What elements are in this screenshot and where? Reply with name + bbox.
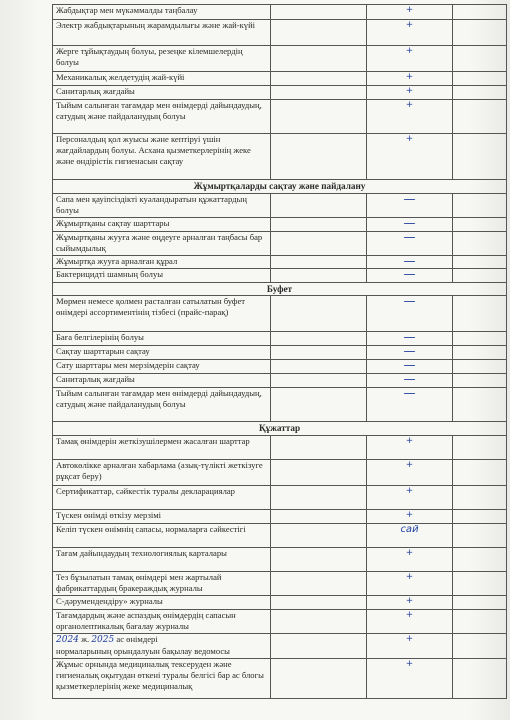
dash-mark: — bbox=[367, 256, 453, 269]
requirement-label: Сақтау шарттарын сақтау bbox=[53, 346, 271, 360]
empty-cell bbox=[453, 610, 507, 634]
label-text: нормаларының орындалуын бақылау ведомосы bbox=[56, 646, 230, 656]
section-header bbox=[53, 283, 507, 296]
empty-cell bbox=[453, 296, 507, 332]
requirement-label: Жерге тұйықтаудың болуы, резеңке кілемшелердің болуы bbox=[53, 46, 271, 72]
table-row bbox=[53, 134, 507, 180]
handwritten-year-start: 2024 bbox=[56, 635, 79, 645]
dash-mark: — bbox=[367, 232, 453, 256]
table-row bbox=[53, 232, 507, 256]
empty-cell bbox=[271, 100, 367, 134]
empty-cell bbox=[453, 486, 507, 510]
plus-mark: + bbox=[367, 100, 453, 134]
table-row bbox=[53, 572, 507, 596]
plus-mark: + bbox=[367, 510, 453, 524]
empty-cell bbox=[453, 346, 507, 360]
table-row bbox=[53, 436, 507, 460]
plus-mark: + bbox=[367, 46, 453, 72]
requirement-label: Жабдықтар мен мүкәммалды таңбалау bbox=[53, 5, 271, 20]
empty-cell bbox=[271, 659, 367, 699]
empty-cell bbox=[453, 5, 507, 20]
table-row bbox=[53, 86, 507, 100]
empty-cell bbox=[271, 486, 367, 510]
plus-mark: + bbox=[367, 634, 453, 659]
empty-cell bbox=[453, 572, 507, 596]
plus-mark: + bbox=[367, 5, 453, 20]
requirement-label: Санитарлық жағдайы bbox=[53, 86, 271, 100]
table-row bbox=[53, 194, 507, 218]
requirement-label: Келіп түскен өнімнің сапасы, нормаларға сәйкестігі bbox=[53, 524, 271, 548]
empty-cell bbox=[271, 134, 367, 180]
empty-cell bbox=[453, 20, 507, 46]
empty-cell bbox=[453, 269, 507, 283]
empty-cell bbox=[271, 374, 367, 388]
empty-cell bbox=[271, 332, 367, 346]
plus-mark: + bbox=[367, 134, 453, 180]
year-separator: ж. bbox=[81, 634, 90, 644]
empty-cell bbox=[453, 194, 507, 218]
empty-cell bbox=[271, 360, 367, 374]
empty-cell bbox=[453, 659, 507, 699]
empty-cell bbox=[271, 548, 367, 572]
empty-cell bbox=[271, 610, 367, 634]
table-row bbox=[53, 634, 507, 659]
plus-mark: + bbox=[367, 436, 453, 460]
empty-cell bbox=[271, 232, 367, 256]
empty-cell bbox=[271, 572, 367, 596]
plus-mark: + bbox=[367, 548, 453, 572]
requirement-label: Баға белгілерінің болуы bbox=[53, 332, 271, 346]
table-row bbox=[53, 296, 507, 332]
dash-mark: — bbox=[367, 374, 453, 388]
dash-mark: — bbox=[367, 296, 453, 332]
plus-mark: + bbox=[367, 610, 453, 634]
table-row bbox=[53, 332, 507, 346]
dash-mark: — bbox=[367, 218, 453, 232]
requirement-label: Бактерицидті шамның болуы bbox=[53, 269, 271, 283]
requirement-label: Жұмыс орнында медициналық тексеруден және гигиеналық оқытудан өткені туралы белгісі бар ас блогы қызметкерлерінің жеке медициналық bbox=[53, 659, 271, 699]
requirement-label: Санитарлық жағдайы bbox=[53, 374, 271, 388]
empty-cell bbox=[453, 596, 507, 610]
table-row bbox=[53, 5, 507, 20]
empty-cell bbox=[453, 72, 507, 86]
empty-cell bbox=[271, 72, 367, 86]
plus-mark: + bbox=[367, 20, 453, 46]
empty-cell bbox=[453, 46, 507, 72]
section-header bbox=[53, 422, 507, 436]
table-row bbox=[53, 20, 507, 46]
section-header bbox=[53, 180, 507, 194]
empty-cell bbox=[271, 194, 367, 218]
requirement-label: Жұмыртқаны сақтау шарттары bbox=[53, 218, 271, 232]
empty-cell bbox=[271, 346, 367, 360]
table-row bbox=[53, 596, 507, 610]
empty-cell bbox=[453, 388, 507, 422]
requirement-label: Тағамдардың және аспаздық өнімдердің сапасын органолептикалық бағалау журналы bbox=[53, 610, 271, 634]
handwritten-year-end: 2025 bbox=[91, 635, 115, 645]
empty-cell bbox=[453, 524, 507, 548]
section-title: Құжаттар bbox=[53, 422, 507, 436]
empty-cell bbox=[271, 86, 367, 100]
requirement-label: Тыйым салынған тағамдар мен өнімдерді дайындаудың, сатудың және пайдаланудың болуы bbox=[53, 388, 271, 422]
empty-cell bbox=[271, 634, 367, 659]
requirement-label: Тыйым салынған тағамдар мен өнімдерді дайындаудың, сатудың және пайдаланудың болуы bbox=[53, 100, 271, 134]
section-title: Буфет bbox=[53, 283, 507, 296]
empty-cell bbox=[453, 100, 507, 134]
empty-cell bbox=[453, 634, 507, 659]
empty-cell bbox=[271, 5, 367, 20]
plus-mark: + bbox=[367, 572, 453, 596]
empty-cell bbox=[271, 296, 367, 332]
table-row bbox=[53, 486, 507, 510]
table-row bbox=[53, 100, 507, 134]
table-row bbox=[53, 388, 507, 422]
empty-cell bbox=[453, 548, 507, 572]
dash-mark: — bbox=[367, 269, 453, 283]
empty-cell bbox=[271, 510, 367, 524]
requirement-label: С-дәрумендендіру» журналы bbox=[53, 596, 271, 610]
empty-cell bbox=[271, 596, 367, 610]
dash-mark: — bbox=[367, 360, 453, 374]
empty-cell bbox=[453, 436, 507, 460]
empty-cell bbox=[453, 460, 507, 486]
empty-cell bbox=[271, 20, 367, 46]
plus-mark: + bbox=[367, 486, 453, 510]
empty-cell bbox=[453, 256, 507, 269]
empty-cell bbox=[453, 332, 507, 346]
requirement-label: Автокөлікке арналған хабарлама (азық-түлікті жеткізуге рұқсат беру) bbox=[53, 460, 271, 486]
section-title: Жұмыртқаларды сақтау және пайдалану bbox=[53, 180, 507, 194]
table-row bbox=[53, 610, 507, 634]
table-row bbox=[53, 460, 507, 486]
table-row bbox=[53, 72, 507, 86]
table-row bbox=[53, 218, 507, 232]
requirement-label: Сапа мен қауіпсіздікті куәландыратын құжаттардың болуы bbox=[53, 194, 271, 218]
dash-mark: — bbox=[367, 346, 453, 360]
empty-cell bbox=[453, 374, 507, 388]
requirement-label: Персоналдың қол жуысы және кептіруі үшін жағдайлардың болуы. Асхана қызметкерлерінің жеке және өндірістік гигиенасын сақтау bbox=[53, 134, 271, 180]
table-row bbox=[53, 46, 507, 72]
requirement-label: Тез бұзылатын тамақ өнімдері мен жартылай фабрикаттардың бракераждық журналы bbox=[53, 572, 271, 596]
empty-cell bbox=[271, 269, 367, 283]
empty-cell bbox=[271, 218, 367, 232]
empty-cell bbox=[271, 436, 367, 460]
empty-cell bbox=[271, 256, 367, 269]
table-row bbox=[53, 256, 507, 269]
requirement-label: Тамақ өнімдерін жеткізушілермен жасалған шарттар bbox=[53, 436, 271, 460]
empty-cell bbox=[271, 388, 367, 422]
requirement-label: Механикалық желдетудің жай-күйі bbox=[53, 72, 271, 86]
plus-mark: + bbox=[367, 72, 453, 86]
label-suffix: ас өнімдері bbox=[116, 634, 158, 644]
table-row bbox=[53, 360, 507, 374]
empty-cell bbox=[271, 46, 367, 72]
empty-cell bbox=[453, 510, 507, 524]
empty-cell bbox=[453, 218, 507, 232]
empty-cell bbox=[271, 460, 367, 486]
empty-cell bbox=[453, 232, 507, 256]
empty-cell bbox=[453, 360, 507, 374]
requirement-label: Сату шарттары мен мерзімдерін сақтау bbox=[53, 360, 271, 374]
requirement-label: Электр жабдықтарының жарамдылығы және жай-күйі bbox=[53, 20, 271, 46]
plus-mark: + bbox=[367, 86, 453, 100]
requirement-label: Сертификаттар, сәйкестік туралы декларациялар bbox=[53, 486, 271, 510]
requirement-label bbox=[53, 634, 271, 659]
table-row bbox=[53, 510, 507, 524]
empty-cell bbox=[453, 134, 507, 180]
table-row bbox=[53, 524, 507, 548]
empty-cell bbox=[271, 524, 367, 548]
dash-mark: — bbox=[367, 388, 453, 422]
requirement-label: Жұмыртқаны жууға және өңдеуге арналған таңбасы бар сыйымдылық bbox=[53, 232, 271, 256]
table-row bbox=[53, 346, 507, 360]
dash-mark: — bbox=[367, 194, 453, 218]
checklist-table bbox=[52, 4, 507, 699]
requirement-label: Түскен өнімді өткізу мерзімі bbox=[53, 510, 271, 524]
plus-mark: + bbox=[367, 460, 453, 486]
plus-mark: + bbox=[367, 596, 453, 610]
requirement-label: Жұмыртқа жууға арналған құрал bbox=[53, 256, 271, 269]
requirement-label: Тағам дайындаудың технологиялық карталары bbox=[53, 548, 271, 572]
plus-mark: + bbox=[367, 659, 453, 699]
dash-mark: — bbox=[367, 332, 453, 346]
requirement-label: Мөрмен немесе қолмен расталған сатылатын буфет өнімдері ассортиментінің тізбесі (прайс-парақ) bbox=[53, 296, 271, 332]
handwritten-mark: сай bbox=[367, 524, 453, 548]
table-row bbox=[53, 269, 507, 283]
table-row bbox=[53, 659, 507, 699]
table-row bbox=[53, 548, 507, 572]
empty-cell bbox=[453, 86, 507, 100]
table-row bbox=[53, 374, 507, 388]
